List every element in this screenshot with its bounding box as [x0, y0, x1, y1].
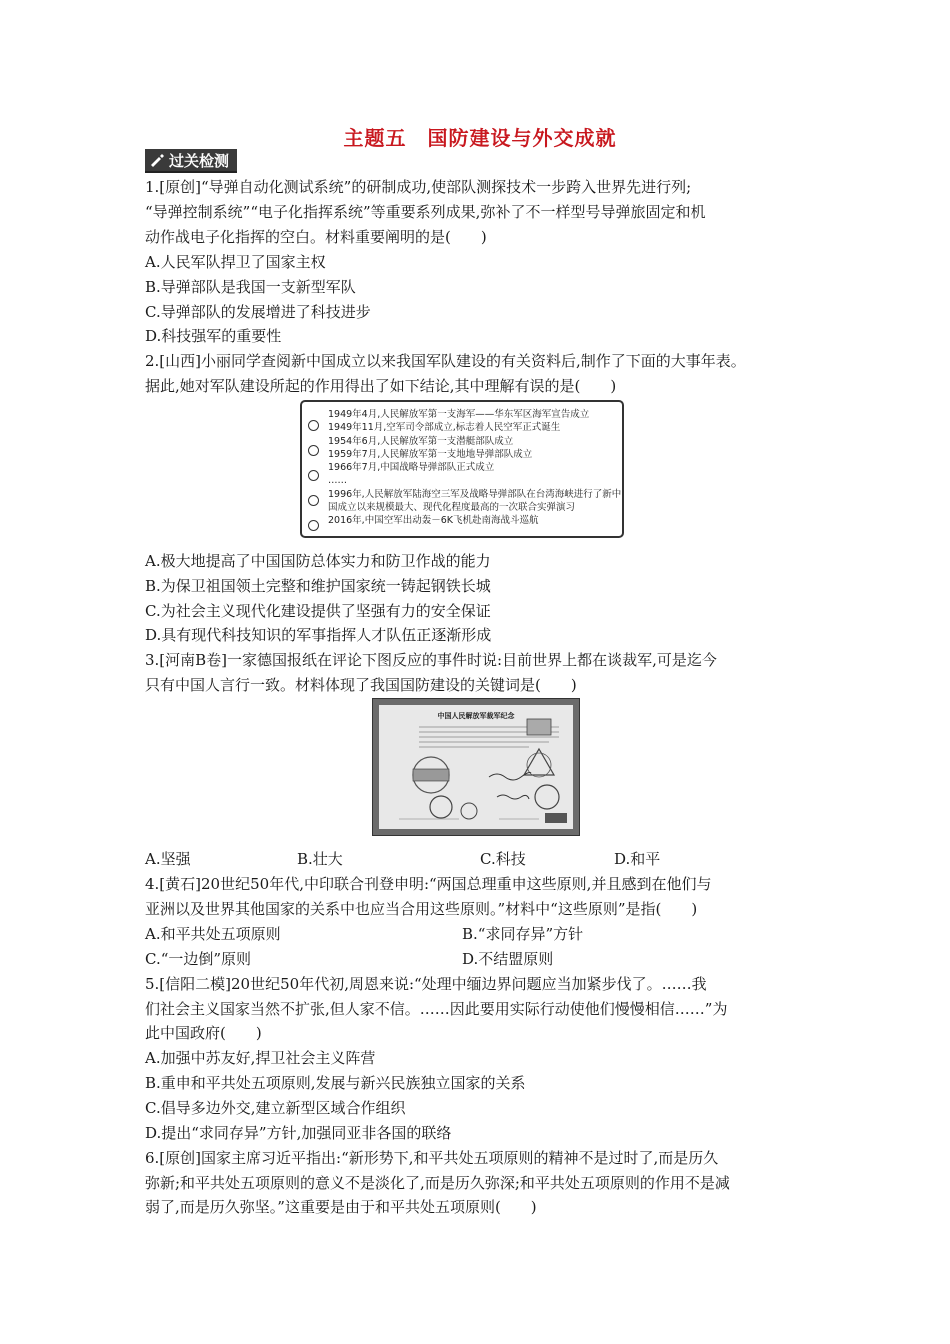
q4-option: A.和平共处五项原则 [145, 925, 281, 943]
q1-option: C.导弹部队的发展增进了科技进步 [145, 303, 371, 321]
envelope-title: 中国人民解放军裁军纪念 [437, 712, 515, 720]
q6-line: 弥新;和平共处五项原则的意义不是淡化了,而是历久弥深;和平共处五项原则的作用不是减 [145, 1174, 730, 1192]
timeline-figure [300, 400, 624, 538]
q1-option: A.人民军队捍卫了国家主权 [145, 253, 326, 271]
timeline-event: 1954年6月,人民解放军第一支潜艇部队成立 [328, 435, 514, 447]
q6-line: 弱了,而是历久弥坚。”这重要是由于和平共处五项原则( ) [145, 1198, 537, 1216]
q4-option: C.“一边倒”原则 [145, 950, 252, 968]
q2-line: 据此,她对军队建设所起的作用得出了如下结论,其中理解有误的是( ) [145, 377, 617, 395]
q6-line: 6.[原创]国家主席习近平指出:“新形势下,和平共处五项原则的精神不是过时了,而是历久 [145, 1149, 719, 1167]
timeline-event: …… [328, 475, 347, 487]
section-badge-label: 过关检测 [169, 151, 230, 170]
timeline-event: 1949年11月,空军司令部成立,标志着人民空军正式诞生 [328, 422, 561, 434]
timeline-event: 1966年7月,中国战略导弹部队正式成立 [328, 462, 495, 474]
q3-option: C.科技 [480, 850, 526, 868]
timeline-events [328, 408, 622, 528]
timeline-event: 1949年4月,人民解放军第一支海军——华东军区海军宣告成立 [328, 409, 590, 420]
q5-option: B.重申和平共处五项原则,发展与新兴民族独立国家的关系 [145, 1074, 526, 1092]
q1-line: 1.[原创]“导弹自动化测试系统”的研制成功,使部队测探技术一步跨入世界先进行列; [145, 178, 692, 196]
timeline-event: 2016年,中国空军出动轰－6K飞机赴南海战斗巡航 [328, 515, 539, 527]
q3-option: A.坚强 [145, 850, 191, 868]
q5-line: 们社会主义国家当然不扩张,但人家不信。……因此要用实际行动使他们慢慢相信……”为 [145, 1000, 728, 1018]
q3-line: 只有中国人言行一致。材料体现了我国国防建设的关键词是( ) [145, 676, 577, 694]
timeline-event: 1996年,人民解放军陆海空三军及战略导弹部队在台湾海峡进行了新中 [328, 488, 622, 500]
q4-option: B.“求同存异”方针 [462, 925, 584, 943]
q3-option: D.和平 [614, 850, 661, 868]
q1-option: B.导弹部队是我国一支新型军队 [145, 278, 356, 296]
q2-option: A.极大地提高了中国国防总体实力和防卫作战的能力 [145, 552, 491, 570]
timeline-event: 1959年7月,人民解放军第一支地地导弹部队成立 [328, 448, 533, 460]
q1-option: D.科技强军的重要性 [145, 327, 282, 345]
q2-option: B.为保卫祖国领土完整和维护国家统一铸起钢铁长城 [145, 577, 491, 595]
q2-option: C.为社会主义现代化建设提供了坚强有力的安全保证 [145, 602, 491, 620]
envelope-artwork [379, 705, 573, 829]
q3-option: B.壮大 [297, 850, 343, 868]
q1-line: “导弹控制系统”“电子化指挥系统”等重要系列成果,弥补了不一样型号导弹旅固定和机 [145, 203, 706, 221]
binder-rings [308, 420, 322, 545]
section-badge [145, 149, 237, 173]
q4-line: 4.[黄石]20世纪50年代,中印联合刊登申明:“两国总理重申这些原则,并且感到在他们与 [145, 875, 712, 893]
q4-option: D.不结盟原则 [462, 950, 554, 968]
timeline-event: 国成立以来规模最大、现代化程度最高的一次联合实弹演习 [328, 502, 576, 514]
q4-line: 亚洲以及世界其他国家的关系中也应当合用这些原则。”材料中“这些原则”是指( ) [145, 900, 698, 918]
commemorative-envelope-image [372, 698, 580, 836]
q3-line: 3.[河南B卷]一家德国报纸在评论下图反应的事件时说:目前世界上都在谈裁军,可是迄今 [145, 651, 717, 669]
q5-line: 此中国政府( ) [145, 1024, 262, 1042]
q5-option: C.倡导多边外交,建立新型区域合作组织 [145, 1099, 406, 1117]
q1-line: 动作战电子化指挥的空白。材料重要阐明的是( ) [145, 228, 487, 246]
q2-option: D.具有现代科技知识的军事指挥人才队伍正逐渐形成 [145, 626, 492, 644]
page-title: 主题五 国防建设与外交成就 [343, 126, 617, 150]
q5-option: D.提出“求同存异”方针,加强同亚非各国的联络 [145, 1124, 452, 1142]
q5-line: 5.[信阳二模]20世纪50年代初,周恩来说:“处理中缅边界问题应当加紧步伐了。……我 [145, 975, 707, 993]
q2-line: 2.[山西]小丽同学查阅新中国成立以来我国军队建设的有关资料后,制作了下面的大事年表。 [145, 352, 746, 370]
pencil-icon [149, 153, 165, 167]
q5-option: A.加强中苏友好,捍卫社会主义阵营 [145, 1049, 376, 1067]
